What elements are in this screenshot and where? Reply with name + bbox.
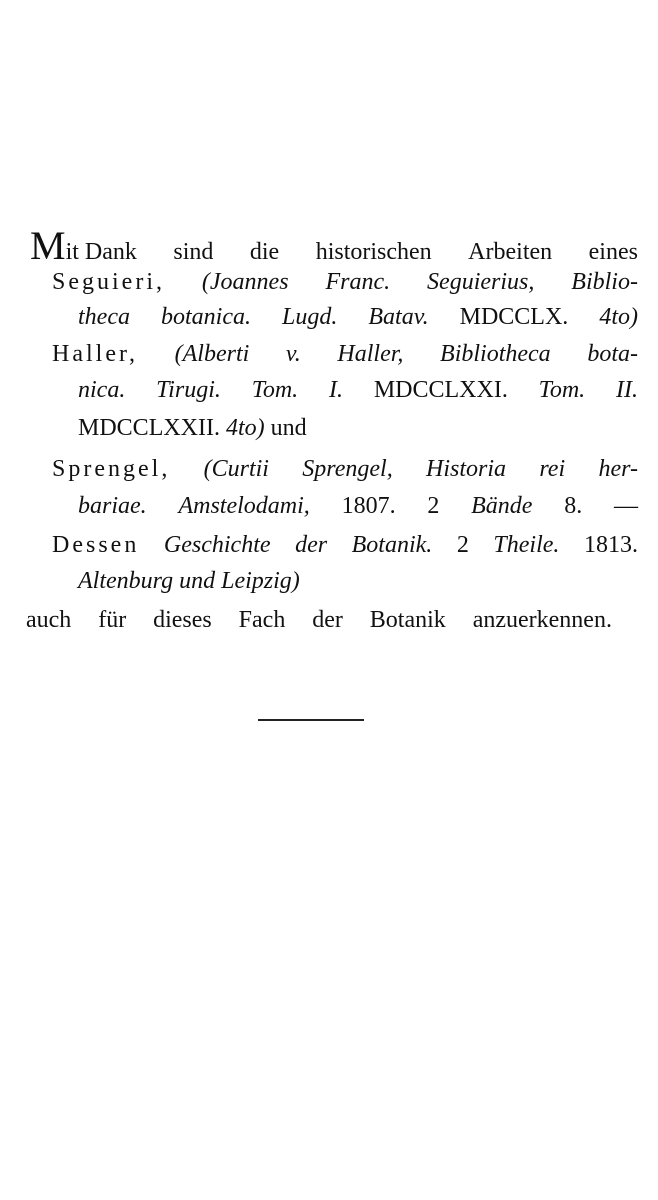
word: (Curtii <box>203 456 269 482</box>
word: Historia <box>426 456 507 482</box>
word: rei <box>539 456 566 482</box>
word: dieses <box>153 607 212 633</box>
word: 1813. <box>583 532 638 558</box>
author-name: Dessen <box>52 532 140 558</box>
word: MDCCLXXII. <box>78 415 220 441</box>
word: Franc. <box>325 269 391 295</box>
word: her- <box>598 456 638 482</box>
text-line-7 <box>52 455 638 483</box>
word: bariae. <box>78 493 147 519</box>
word: 2 <box>456 532 469 558</box>
word <box>30 223 137 268</box>
word: historischen <box>315 239 432 265</box>
word: v. <box>285 341 301 367</box>
word: (Joannes <box>201 269 289 295</box>
word: der <box>312 607 343 633</box>
text-line-6 <box>78 414 307 442</box>
word: Batav. <box>368 304 429 330</box>
word: Tom. <box>251 377 299 403</box>
word: und <box>270 415 307 441</box>
word: MDCCLXXI. <box>373 377 508 403</box>
word: Amstelodami, <box>178 493 310 519</box>
text-line-11 <box>26 606 612 634</box>
word: 8. <box>564 493 583 519</box>
word: Bibliotheca <box>440 341 551 367</box>
word: anzuerkennen. <box>472 607 612 633</box>
word: bota- <box>587 341 638 367</box>
word: Bände <box>471 493 533 519</box>
word: I. <box>329 377 343 403</box>
author-name: Seguieri, <box>52 269 165 295</box>
word: sind <box>173 239 214 265</box>
word: theca <box>78 304 130 330</box>
text-line-1 <box>30 223 638 268</box>
word: Botanik <box>369 607 446 633</box>
word-part: it Dank <box>65 239 137 265</box>
author-name: Haller, <box>52 341 139 367</box>
word: Sprengel, <box>302 456 393 482</box>
word: Haller, <box>337 341 404 367</box>
section-divider <box>258 719 364 721</box>
word: Geschichte <box>163 532 271 558</box>
word: botanica. <box>161 304 251 330</box>
word: Lugd. <box>282 304 338 330</box>
word: II. <box>615 377 638 403</box>
word: (Alberti <box>174 341 250 367</box>
text-line-8 <box>78 492 638 520</box>
word: auch <box>26 607 72 633</box>
word: Tirugi. <box>156 377 221 403</box>
word: — <box>614 493 638 519</box>
text-line-5 <box>78 376 638 404</box>
word: Biblio- <box>571 269 638 295</box>
word: Altenburg und Leipzig) <box>78 568 300 594</box>
word: der <box>295 532 328 558</box>
text-line-9 <box>52 531 638 559</box>
word: eines <box>588 239 638 265</box>
word: 1807. <box>341 493 396 519</box>
word: die <box>249 239 280 265</box>
word: 2 <box>427 493 440 519</box>
word: Theile. <box>493 532 560 558</box>
word: Botanik. <box>351 532 433 558</box>
word: Fach <box>238 607 286 633</box>
word: Arbeiten <box>468 239 553 265</box>
word: 4to) <box>226 415 265 441</box>
word: für <box>98 607 127 633</box>
author-name: Sprengel, <box>52 456 171 482</box>
word: 4to) <box>599 304 638 330</box>
text-line-4 <box>52 340 638 368</box>
text-line-10 <box>78 567 300 595</box>
word: MDCCLX. <box>459 304 569 330</box>
word: Seguierius, <box>427 269 535 295</box>
text-line-2 <box>52 268 638 296</box>
text-line-3 <box>78 303 638 331</box>
word: nica. <box>78 377 126 403</box>
drop-cap: M <box>30 223 66 268</box>
word: Tom. <box>538 377 586 403</box>
